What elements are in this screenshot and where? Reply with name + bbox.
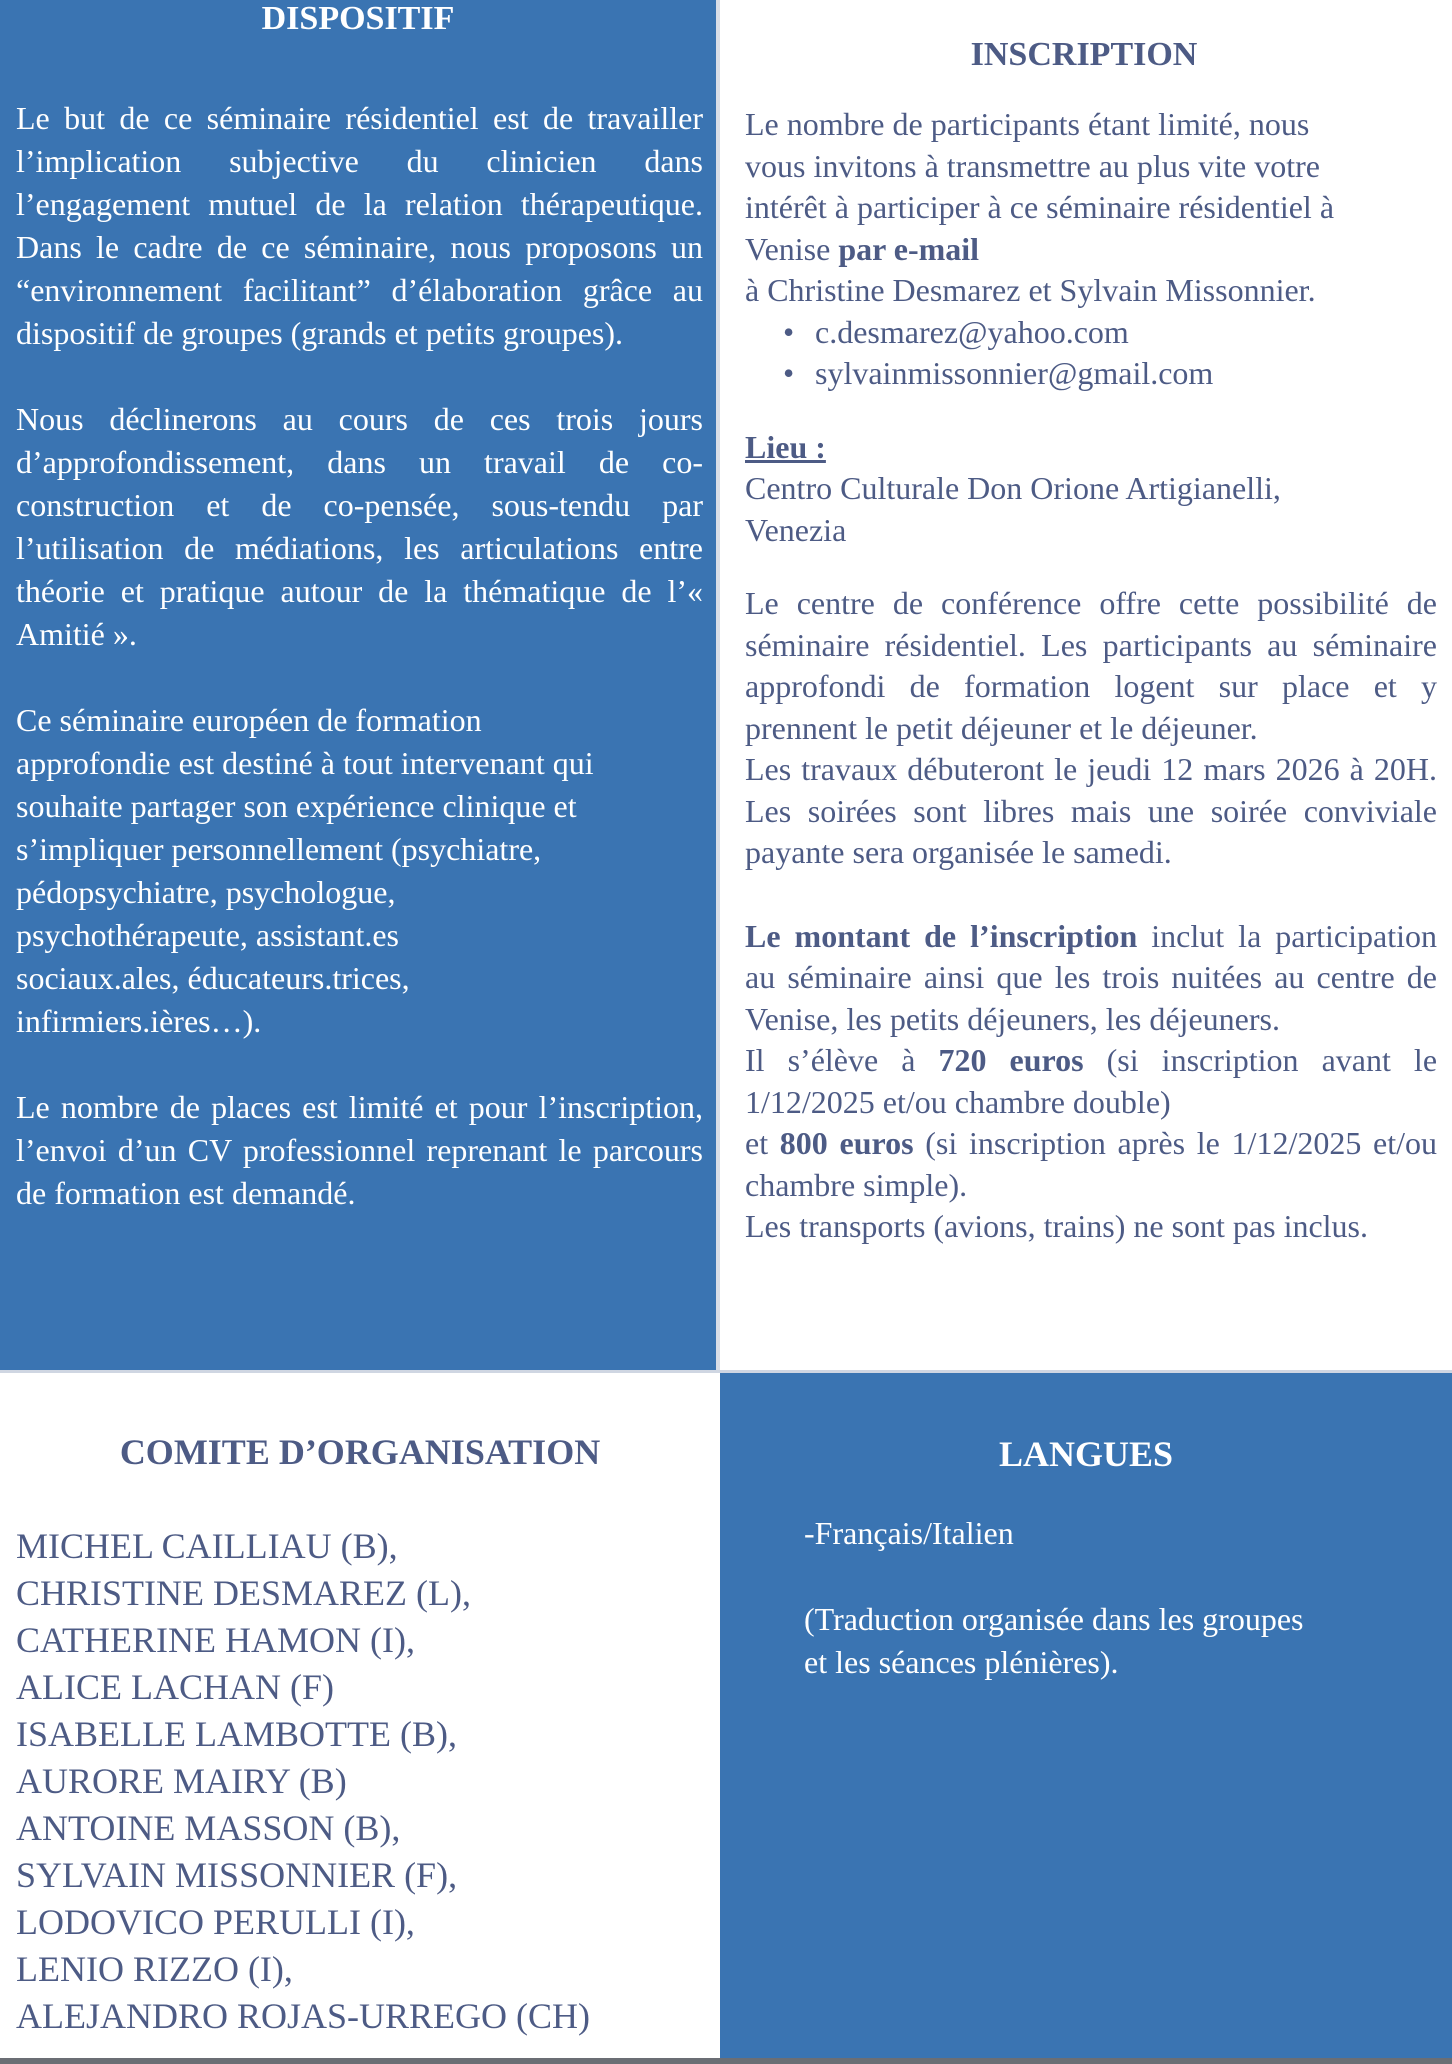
lieu-label: Lieu : — [745, 428, 826, 465]
dispositif-p3-line: approfondie est destiné à tout intervenant qui — [16, 745, 594, 781]
comite-member: ISABELLE LAMBOTTE (B), — [16, 1714, 457, 1754]
dispositif-p3-line: Ce séminaire européen de formation — [16, 702, 482, 738]
inscription-intro — [745, 104, 1437, 312]
dispositif-p3-line: sociaux.ales, éducateurs.trices, — [16, 960, 410, 996]
comite-member: ALEJANDRO ROJAS-URREGO (CH) — [16, 1996, 591, 2036]
comite-member: ALICE LACHAN (F) — [16, 1667, 334, 1707]
inscription-title: INSCRIPTION — [970, 36, 1198, 73]
bottom-border — [0, 2058, 1452, 2064]
inscription-intro-line: intérêt à participer à ce séminaire résidentiel à — [745, 189, 1335, 225]
comite-member: SYLVAIN MISSONNIER (F), — [16, 1855, 458, 1895]
comite-member-list — [16, 1523, 716, 2040]
inscription-intro-venise: Venise — [745, 230, 839, 267]
travaux-paragraph: Les travaux débuteront le jeudi 12 mars 2026 à 20H. Les soirées sont libres mais une soirée conviviale payante sera organisée le samedi. — [745, 751, 1437, 870]
dispositif-p3-line: psychothérapeute, assistant.es — [16, 917, 399, 953]
dispositif-paragraph-4: Le nombre de places est limité et pour l’inscription, l’envoi d’un CV professionnel reprenant le parcours de formation est demandé. — [16, 1089, 703, 1211]
langues-note — [804, 1598, 1424, 1684]
comite-member: CATHERINE HAMON (I), — [16, 1620, 415, 1660]
montant-paragraph — [745, 916, 1437, 1041]
inscription-intro-line: Le nombre de participants étant limité, nous — [745, 106, 1310, 142]
centre-paragraph: Le centre de conférence offre cette possibilité de séminaire résidentiel. Les participants au séminaire approfondi de formation logent sur place et y prennent le petit déjeuner et le déjeuner. — [745, 585, 1437, 746]
langues-note-line: (Traduction organisée dans les groupes — [804, 1601, 1304, 1637]
langues-title: LANGUES — [998, 1434, 1174, 1474]
montant-emphasis: Le montant de l’inscription — [745, 917, 1138, 954]
dispositif-p3-line: infirmiers.ières…). — [16, 1003, 262, 1039]
price-720-condition: (si inscription avant le 1/12/2025 et/ou chambre double) — [745, 1042, 1438, 1120]
inscription-intro-line: vous invitons à transmettre au plus vite votre — [745, 147, 1320, 184]
lieu-line: Centro Culturale Don Orione Artigianelli, — [745, 470, 1281, 506]
comite-member: LODOVICO PERULLI (I), — [16, 1902, 415, 1942]
lieu-section — [745, 427, 1437, 552]
dispositif-paragraph-1: Le but de ce séminaire résidentiel est de travailler l’implication subjective du clinicien dans l’engagement mutuel de la relation thérapeutique. Dans le cadre de ce séminaire, nous proposons un “environnement facilitant” d’élaboration grâce au dispositif de groupes (grands et petits groupes). — [16, 100, 703, 351]
price-800-condition: (si inscription après le 1/12/2025 et/ou chambre simple). — [745, 1125, 1438, 1203]
dispositif-panel — [0, 0, 716, 1373]
comite-member: CHRISTINE DESMAREZ (L), — [16, 1573, 471, 1613]
bullet-icon: • — [783, 355, 795, 391]
dispositif-paragraph-2: Nous déclinerons au cours de ces trois jours d’approfondissement, dans un travail de co-construction et de co-pensée, sous-tendu par l’utilisation de médiations, les articulations entre théorie et pratique autour de la thématique de l’« Amitié ». — [16, 401, 703, 652]
comite-panel — [0, 1373, 720, 2064]
comite-title: COMITE D’ORGANISATION — [119, 1432, 601, 1472]
inscription-body — [745, 104, 1437, 1248]
lieu-line: Venezia — [745, 511, 847, 548]
dispositif-p3-line: s’impliquer personnellement (psychiatre, — [16, 831, 542, 867]
langues-line: -Français/Italien — [804, 1515, 1014, 1551]
email-item — [745, 353, 1437, 395]
price-800: 800 euros — [779, 1125, 914, 1161]
transports-paragraph: Les transports (avions, trains) ne sont pas inclus. — [745, 1208, 1368, 1244]
price-720-prefix: Il s’élève à — [745, 1042, 939, 1078]
dispositif-body — [16, 97, 703, 1215]
inscription-intro-email-emphasis: par e-mail — [838, 230, 980, 267]
price-800-paragraph — [745, 1123, 1437, 1206]
vertical-divider — [716, 0, 720, 1373]
price-720: 720 euros — [938, 1042, 1084, 1078]
bullet-icon: • — [783, 313, 795, 350]
email-list — [745, 312, 1437, 395]
price-720-paragraph — [745, 1040, 1437, 1123]
langues-note-line: et les séances plénières). — [804, 1644, 1119, 1680]
dispositif-p3-line: pédopsychiatre, psychologue, — [16, 874, 396, 910]
inscription-intro-recipients: à Christine Desmarez et Sylvain Missonnier. — [745, 272, 1316, 308]
email-link-missonnier[interactable]: sylvainmissonnier@gmail.com — [815, 355, 1214, 391]
horizontal-divider — [0, 1370, 1452, 1373]
langues-panel — [720, 1373, 1452, 2064]
montant-text: inclut la participation au séminaire ainsi que les trois nuitées au centre de Venise, les petits déjeuners, les déjeuners. — [745, 917, 1438, 1037]
comite-member: ANTOINE MASSON (B), — [16, 1808, 401, 1848]
comite-member: MICHEL CAILLIAU (B), — [16, 1526, 398, 1566]
dispositif-paragraph-3 — [16, 699, 703, 1043]
comite-member: AURORE MAIRY (B) — [16, 1761, 347, 1801]
inscription-panel — [716, 0, 1452, 1373]
dispositif-title: DISPOSITIF — [261, 0, 455, 37]
email-item — [745, 312, 1437, 354]
langues-body — [804, 1512, 1424, 1684]
comite-member: LENIO RIZZO (I), — [16, 1949, 293, 1989]
price-800-prefix: et — [745, 1125, 780, 1161]
email-link-desmarez[interactable]: c.desmarez@yahoo.com — [815, 313, 1129, 350]
dispositif-p3-line: souhaite partager son expérience clinique et — [16, 788, 577, 824]
